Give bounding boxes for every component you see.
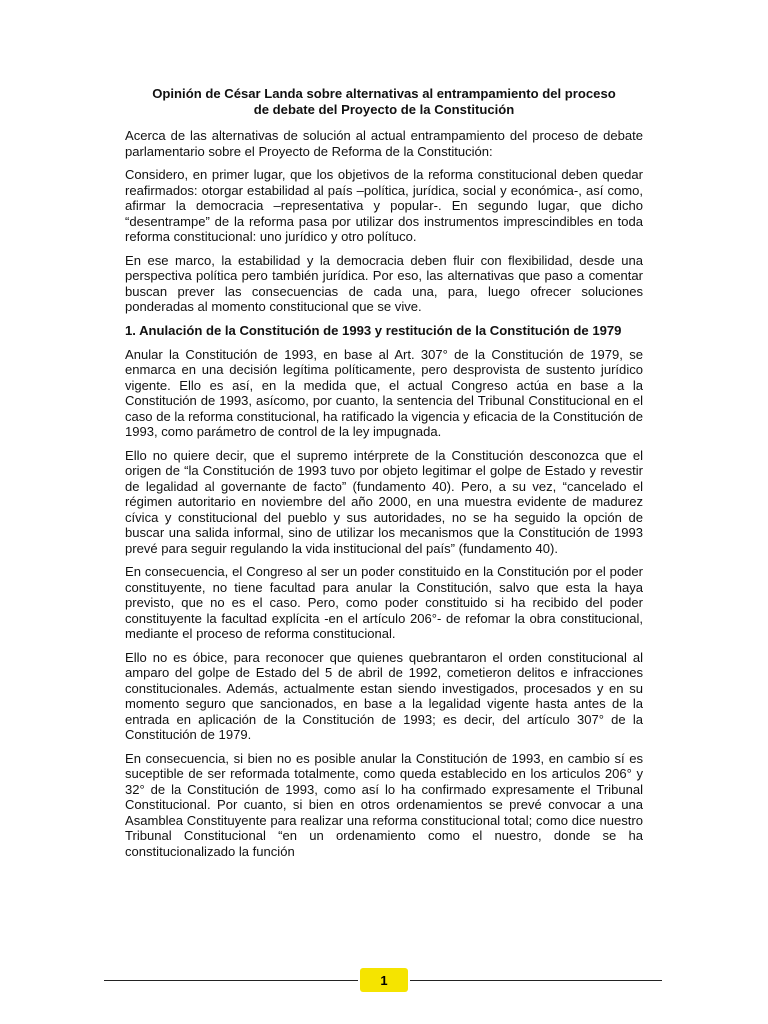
paragraph-intro-2: Considero, en primer lugar, que los objetivos de la reforma constitucional deben quedar reafirmados: otorgar estabilidad al país –política, jurídica, social y económica-, así como, afirmar la democracia –representativa y popular-. En segundo lugar, que dicho “desentrampe” de la reforma pasa por utilizar dos instrumentos imprescindibles en toda reforma constitucional: uno jurídico y otro polítuco. — [125, 167, 643, 244]
document-body — [125, 86, 643, 867]
document-title — [125, 86, 643, 118]
paragraph-section-2: Ello no quiere decir, que el supremo intérprete de la Constitución desconozca que el origen de “la Constitución de 1993 tuvo por objeto legitimar el golpe de Estado y revestir de legalidad al governante de facto” (fundamento 40). Pero, a su vez, “cancelado el régimen autoritario en noviembre del año 2000, en una muestra evidente de madurez cívica y constitucional del pueblo y sus autoridades, no se ha seguido la opción de buscar una salida informal, sino de utilizar los mecanismos que la Constitución de 1993 prevé para seguir regulando la vida institucional del país” (fundamento 40). — [125, 447, 643, 556]
document-title-line-1: Opinión de César Landa sobre alternativas al entrampamiento del proceso — [152, 86, 616, 101]
document-title-line-2: de debate del Proyecto de la Constitución — [253, 102, 515, 117]
section-heading-1: 1. Anulación de la Constitución de 1993 y restitución de la Constitución de 1979 — [125, 322, 622, 338]
page-number-badge: 1 — [360, 968, 408, 992]
paragraph-intro-3: En ese marco, la estabilidad y la democracia deben fluir con flexibilidad, desde una perspectiva política pero también jurídica. Por eso, las alternativas que paso a comentar buscan prever las consecuencias de cada una, para, luego ofrecer soluciones ponderadas al momento constitucional que se vive. — [125, 252, 643, 314]
paragraph-section-4: Ello no es óbice, para reconocer que quienes quebrantaron el orden constitucional al amparo del golpe de Estado del 5 de abril de 1992, cometieron delitos e infracciones constitucionales. Además, actualmente estan siendo investigados, procesados y en su momento seguro que sancionados, en base a la legalidad vigente hasta antes de la entrada en aplicación de la Constitución de 1993; es decir, del artículo 307° de la Constitución de 1979. — [125, 649, 643, 742]
paragraph-section-5: En consecuencia, si bien no es posible anular la Constitución de 1993, en cambio sí es suceptible de ser reformada totalmente, como queda establecido en los articulos 206° y 32° de la Constitución de 1993, como así lo ha confirmado expresamente el Tribunal Constitucional. Por cuanto, si bien en otros ordenamientos se prevé convocar a una Asamblea Constituyente para realizar una reforma constitucional total; como dice nuestro Tribunal Constitucional “en un ordenamiento como el nuestro, donde se ha constitucionalizado la función — [125, 750, 643, 859]
paragraph-section-3: En consecuencia, el Congreso al ser un poder constituido en la Constitución por el poder constituyente, no tiene facultad para anular la Constitución, salvo que esta la haya previsto, que no es el caso. Pero, como poder constituido si ha recibido del poder constituyente la facultad explícita -en el artículo 206°- de refomar la obra constitucional, mediante el proceso de reforma constitucional. — [125, 564, 643, 641]
footer-rule-right — [410, 980, 662, 981]
paragraph-intro-1: Acerca de las alternativas de solución al actual entrampamiento del proceso de debate parlamentario sobre el Proyecto de Reforma de la Constitución: — [125, 128, 643, 159]
page-footer — [104, 968, 662, 994]
footer-rule-left — [104, 980, 358, 981]
paragraph-section-1: Anular la Constitución de 1993, en base al Art. 307° de la Constitución de 1979, se enmarca en una decisión legítima políticamente, pero desprovista de sustento jurídico vigente. Ello es así, en la medida que, el actual Congreso actúa en base a la Constitución de 1993, asícomo, por cuanto, la sentencia del Tribunal Constitucional en el caso de la reforma constitucional, ha ratificado la vigencia y eficacia de la Constitución de 1993, como parámetro de control de la ley impugnada. — [125, 346, 643, 439]
